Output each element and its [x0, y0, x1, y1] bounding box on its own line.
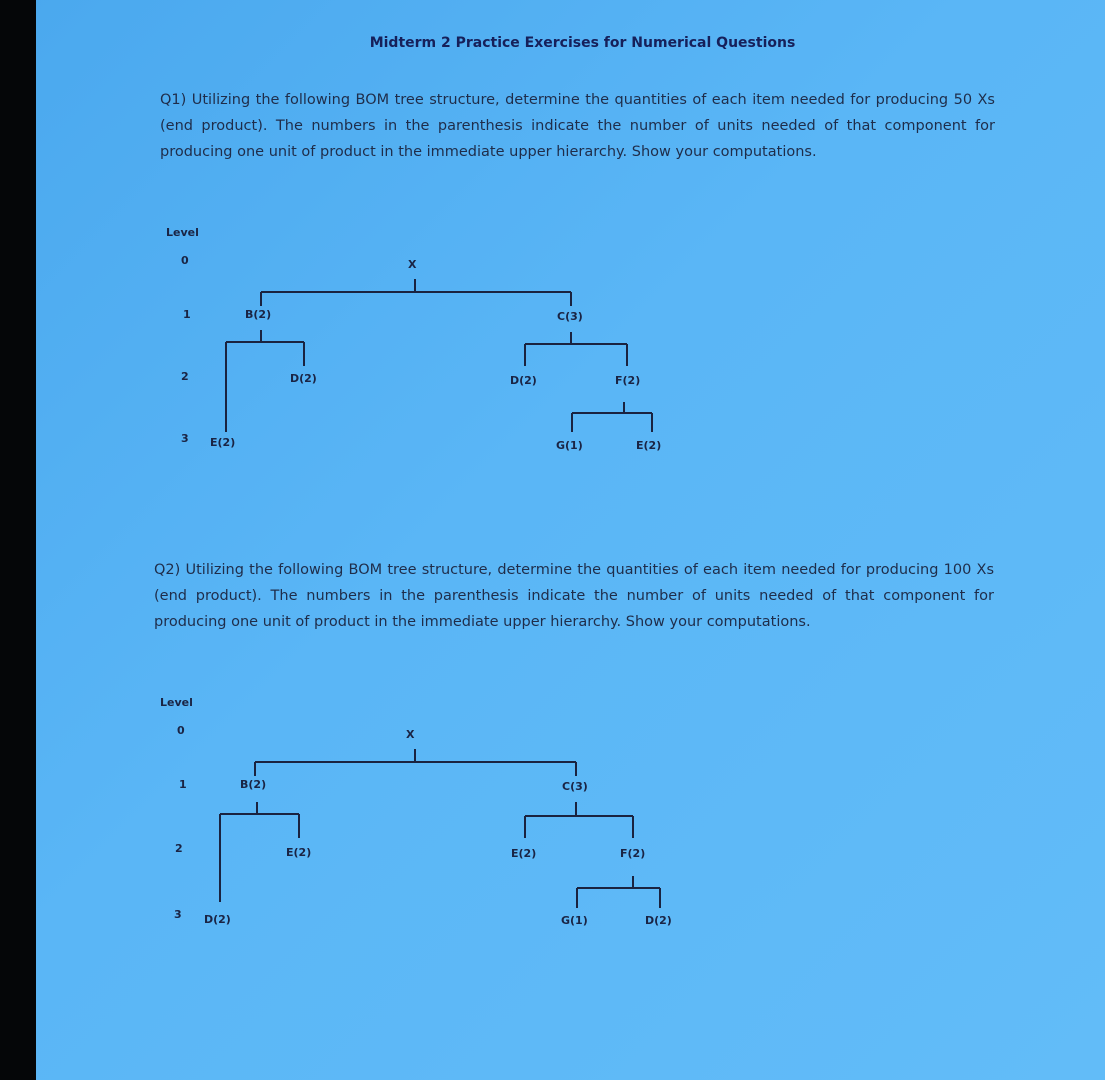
node-f-left: G(1) — [561, 914, 588, 927]
node-c: C(3) — [557, 310, 583, 323]
bom-tree-q1-lines — [0, 220, 1105, 480]
level-3: 3 — [181, 432, 189, 445]
node-b: B(2) — [240, 778, 267, 791]
page-title: Midterm 2 Practice Exercises for Numerical Questions — [369, 35, 796, 51]
question-2-text: Q2) Utilizing the following BOM tree structure, determine the quantities of each item needed for producing 100 Xs (end product). The numbers in the parenthesis indicate the number of units needed of that component for producing one unit of product in the immediate upper hierarchy. Show your computations. — [154, 562, 994, 630]
node-f-right: D(2) — [645, 914, 672, 927]
bom-tree-q1 — [0, 220, 1105, 480]
node-f-left: G(1) — [556, 439, 583, 452]
level-2: 2 — [181, 370, 189, 383]
level-2: 2 — [175, 842, 183, 855]
node-c-left: D(2) — [510, 374, 537, 387]
node-c-right: F(2) — [620, 847, 646, 860]
bom-tree-q2-lines — [0, 690, 1105, 950]
question-1-text: Q1) Utilizing the following BOM tree structure, determine the quantities of each item needed for producing 50 Xs (end product). The numbers in the parenthesis indicate the number of units needed of that component for producing one unit of product in the immediate upper hierarchy. Show your computations. — [160, 92, 995, 160]
level-0: 0 — [181, 254, 189, 267]
level-3: 3 — [174, 908, 182, 921]
node-c-left: E(2) — [511, 847, 537, 860]
bom-tree-q2 — [0, 690, 1105, 950]
node-c: C(3) — [562, 780, 588, 793]
level-1: 1 — [179, 778, 187, 791]
level-header: Level — [166, 226, 199, 239]
node-b-level2: E(2) — [286, 846, 312, 859]
node-c-right: F(2) — [615, 374, 641, 387]
level-header: Level — [160, 696, 193, 709]
node-b: B(2) — [245, 308, 272, 321]
node-x: X — [408, 258, 417, 271]
node-f-right: E(2) — [636, 439, 662, 452]
node-b-level3: D(2) — [204, 913, 231, 926]
node-b-level2: D(2) — [290, 372, 317, 385]
level-0: 0 — [177, 724, 185, 737]
level-1: 1 — [183, 308, 191, 321]
node-x: X — [406, 728, 415, 741]
node-b-level3: E(2) — [210, 436, 236, 449]
